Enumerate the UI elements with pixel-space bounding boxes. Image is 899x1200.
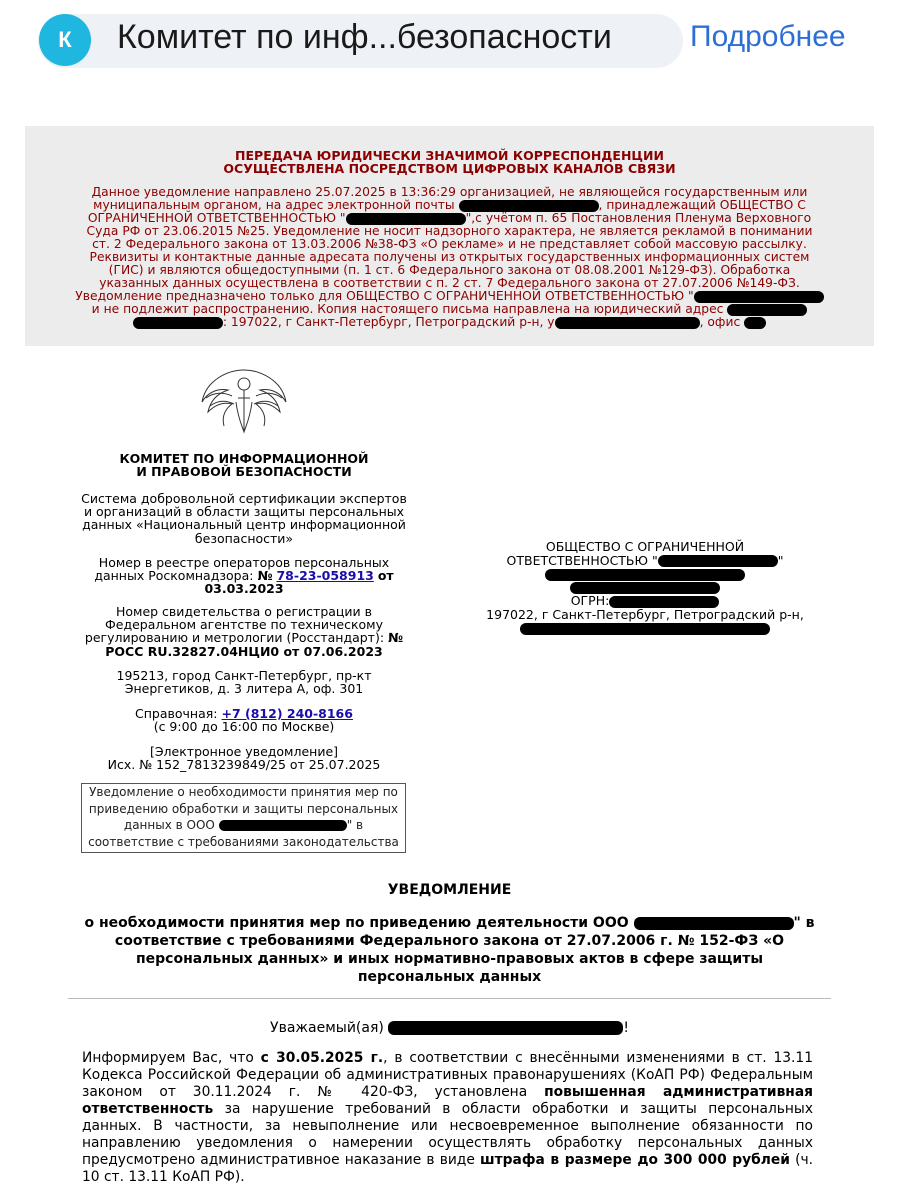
sender-avatar[interactable]: К	[39, 14, 91, 66]
eagle-emblem-icon	[198, 362, 290, 437]
notice-line: (ГИС) и являются общедоступными (п. 1 ст. 6 Федерального закона от 08.08.2001 №129-ФЗ). Обработка	[108, 263, 791, 277]
notice-line: : 197022, г Санкт-Петербург, Петроградский р-н, у , офис	[55, 316, 844, 329]
top-bar	[0, 0, 899, 82]
legal-notice-banner	[25, 126, 874, 346]
outgoing-number: [Электронное уведомление] Исх. № 152_7813239849/25 от 25.07.2025	[107, 744, 381, 773]
certification-system: Система добровольной сертификации экспертов и организаций в области защиты персональных данных «Национальный центр информационной безопасности»	[81, 491, 407, 546]
notice-line: Данное уведомление направлено 25.07.2025 в 13:36:29 организацией, не являющейся государственным или	[91, 185, 808, 199]
notice-line: муниципальным органом, на адрес электронной почты , принадлежащий ОБЩЕСТВО С	[93, 198, 806, 212]
divider	[68, 998, 831, 999]
letter-title: УВЕДОМЛЕНИЕ	[387, 882, 512, 898]
letter-subject: о необходимости принятия мер по приведению деятельности ООО " в соответствие с требованиями Федерального закона от 27.07.2006 г. № 152-ФЗ «О персональных данных» и иных нормативно-правовых актов в сфере защиты персональных данных	[84, 915, 815, 985]
notice-line: и не подлежит распространению. Копия настоящего письма направлена на юридический адрес	[55, 303, 844, 316]
notice-heading-2: ОСУЩЕСТВЛЕНА ПОСРЕДСТВОМ ЦИФРОВЫХ КАНАЛОВ СВЯЗИ	[223, 161, 676, 176]
helpline: Справочная: +7 (812) 240-8166 (с 9:00 до 16:00 по Москве)	[135, 706, 353, 735]
notice-line: Реквизиты и контактные данные адресата получены из открытых государственных информационных систем	[89, 250, 810, 264]
roskomnadzor-registry: Номер в реестре операторов персональных данных Роскомнадзора: № 78-23-058913 от 03.03.2023	[94, 555, 394, 597]
notice-line: ст. 2 Федерального закона от 13.03.2006 №38-ФЗ «О рекламе» и не представляет собой массовую рассылку.	[92, 237, 807, 251]
notice-line: ОГРАНИЧЕННОЙ ОТВЕТСТВЕННОСТЬЮ " ",с учётом п. 65 Постановления Пленума Верховного	[87, 211, 812, 225]
notice-line: указанных данных осуществлена в соответствии с п. 2 ст. 7 Федерального закона от 27.07.2006 №149-ФЗ.	[99, 276, 800, 290]
registry-number-link[interactable]: 78-23-058913	[276, 568, 374, 584]
subject-box: Уведомление о необходимости принятия мер по приведению обработки и защиты персональных данных в ООО " в соответствие с требованиями законодательства	[81, 783, 406, 853]
more-link[interactable]: Подробнее	[690, 20, 846, 53]
recipient-block: ОБЩЕСТВО С ОГРАНИЧЕННОЙ ОТВЕТСТВЕННОСТЬЮ " " ОГРН: 197022, г Санкт-Петербург, Петроградский р-н,	[485, 540, 805, 635]
sender-title[interactable]: Комитет по инф...безопасности	[117, 18, 612, 56]
phone-link[interactable]: +7 (812) 240-8166	[221, 706, 353, 721]
rosstandart-certificate: Номер свидетельства о регистрации в Федеральном агентстве по техническому регулированию и метрологии (Росстандарт): № РОСС RU.32827.04НЦИ0 от 07.06.2023	[84, 604, 404, 659]
sender-address: 195213, город Санкт-Петербург, пр-кт Энергетиков, д. 3 литера А, оф. 301	[116, 668, 372, 697]
letter-body: Информируем Вас, что с 30.05.2025 г., в соответствии с внесёнными изменениями в ст. 13.11 Кодекса Российской Федерации об административных правонарушениях (КоАП РФ) Федеральным законом от 30.11.2024 г. № 420-ФЗ, установлена повышенная административная ответственность за нарушение требований в области обработки и защиты персональных данных. В частности, за невыполнение или несвоевременное выполнение обязанности по направлению уведомления о намерении осуществлять обработку персональных данных предусмотрено административное наказание в виде штрафа в размере до 300 000 рублей (ч. 10 ст. 13.11 КоАП РФ).	[82, 1050, 814, 1185]
notice-line: Суда РФ от 23.06.2015 №25. Уведомление не носит надзорного характера, не является рекламой в понимании	[86, 224, 813, 238]
sender-org-name: КОМИТЕТ ПО ИНФОРМАЦИОННОЙ И ПРАВОВОЙ БЕЗОПАСНОСТИ	[119, 451, 369, 480]
notice-heading-1: ПЕРЕДАЧА ЮРИДИЧЕСКИ ЗНАЧИМОЙ КОРРЕСПОНДЕНЦИИ	[235, 148, 664, 163]
notice-line: Уведомление предназначено только для ОБЩЕСТВО С ОГРАНИЧЕННОЙ ОТВЕТСТВЕННОСТЬЮ "	[55, 290, 844, 303]
greeting: Уважаемый(ая) !	[270, 1020, 629, 1036]
